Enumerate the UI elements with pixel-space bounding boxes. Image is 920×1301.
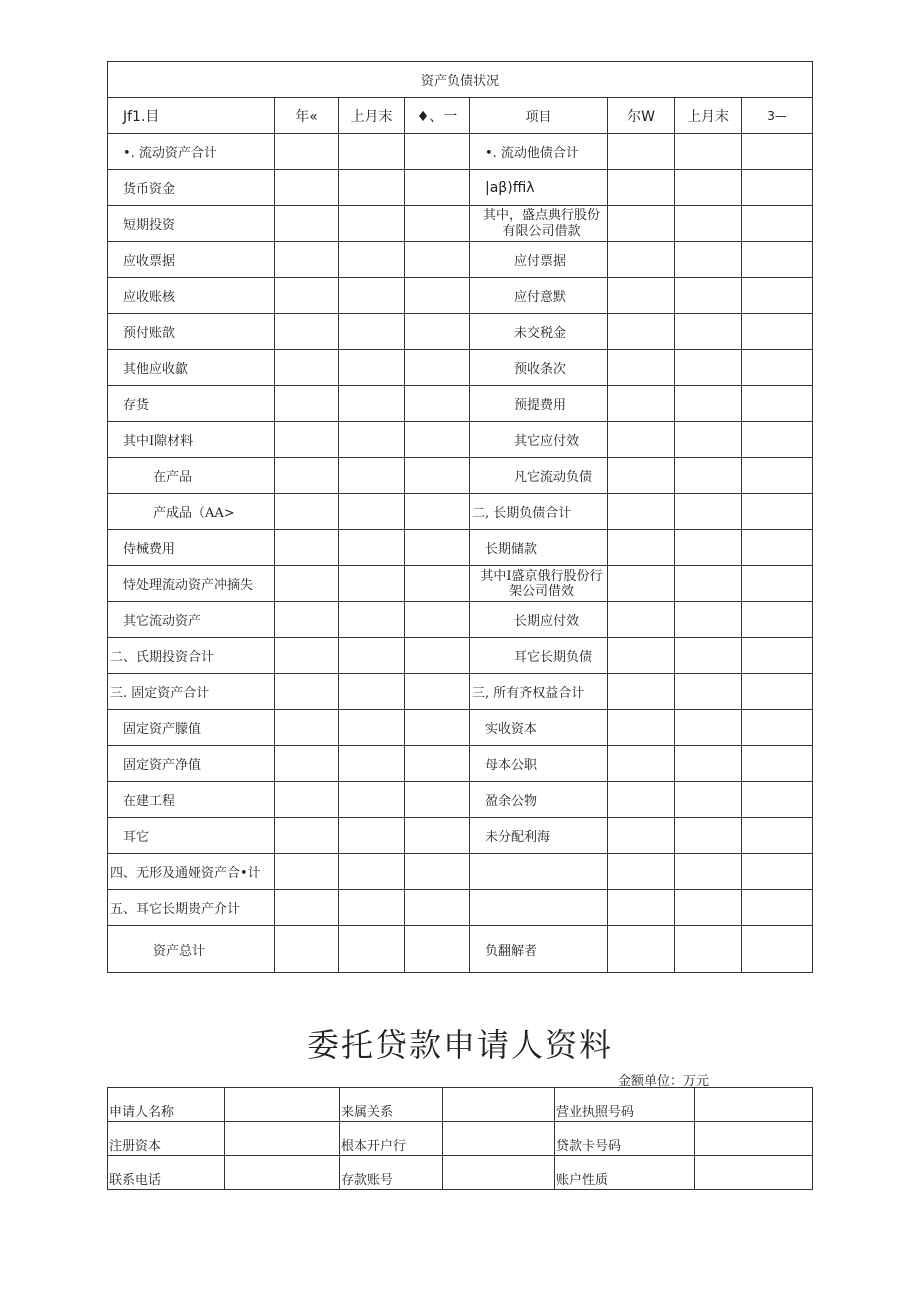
liability-value-cell[interactable] [608, 170, 675, 206]
table-row [108, 926, 813, 973]
asset-value-cell[interactable] [405, 242, 470, 278]
liability-value-cell[interactable] [675, 494, 742, 530]
applicant-field-value[interactable] [225, 1156, 340, 1190]
applicant-field-label: 申请人名称 [108, 1088, 225, 1122]
liability-value-cell[interactable] [675, 170, 742, 206]
asset-value-cell[interactable] [339, 170, 405, 206]
liability-item-label: 预收条次 [470, 350, 608, 386]
asset-item-label: 货币资金 [108, 170, 275, 206]
liability-value-cell[interactable] [742, 890, 813, 926]
table-row [108, 710, 813, 746]
liability-value-cell[interactable] [742, 782, 813, 818]
asset-value-cell[interactable] [339, 566, 405, 602]
asset-value-cell[interactable] [275, 206, 339, 242]
asset-value-cell[interactable] [275, 278, 339, 314]
asset-item-label: 预付账歆 [108, 314, 275, 350]
liability-value-cell[interactable] [675, 278, 742, 314]
liability-value-cell[interactable] [675, 890, 742, 926]
asset-item-label: •. 流动资产合计 [108, 134, 275, 170]
asset-value-cell[interactable] [405, 530, 470, 566]
asset-value-cell[interactable] [339, 602, 405, 638]
asset-value-cell[interactable] [339, 746, 405, 782]
asset-value-cell[interactable] [339, 314, 405, 350]
liability-value-cell[interactable] [675, 926, 742, 973]
table-row [108, 350, 813, 386]
table-row [108, 1156, 813, 1190]
liability-value-cell[interactable] [608, 314, 675, 350]
liability-value-cell[interactable] [742, 242, 813, 278]
asset-value-cell[interactable] [339, 818, 405, 854]
liability-item-label: 凡它流动负债 [470, 458, 608, 494]
table-row [108, 782, 813, 818]
header-current-left: ♦、一 [405, 98, 470, 134]
liability-value-cell[interactable] [608, 422, 675, 458]
asset-item-label: 存货 [108, 386, 275, 422]
header-last-month-left: 上月末 [339, 98, 405, 134]
liability-value-cell[interactable] [742, 710, 813, 746]
liability-value-cell[interactable] [742, 170, 813, 206]
asset-item-label: 短期投资 [108, 206, 275, 242]
liability-item-label: 实收资本 [470, 710, 608, 746]
asset-value-cell[interactable] [275, 314, 339, 350]
asset-value-cell[interactable] [275, 854, 339, 890]
liability-value-cell[interactable] [742, 422, 813, 458]
liability-value-cell[interactable] [742, 314, 813, 350]
balance-sheet-table [107, 61, 813, 973]
applicant-field-label: 账户性质 [555, 1156, 695, 1190]
liability-item-label: •. 流动他债合计 [470, 134, 608, 170]
asset-item-label: 其它流动资产 [108, 602, 275, 638]
table-row [108, 746, 813, 782]
applicant-field-label: 来属关系 [340, 1088, 443, 1122]
asset-value-cell[interactable] [339, 674, 405, 710]
asset-value-cell[interactable] [339, 638, 405, 674]
asset-value-cell[interactable] [275, 890, 339, 926]
table-row [108, 206, 813, 242]
asset-value-cell[interactable] [275, 170, 339, 206]
header-year-start-left: 年« [275, 98, 339, 134]
asset-value-cell[interactable] [275, 530, 339, 566]
applicant-field-label: 贷款卡号码 [555, 1122, 695, 1156]
asset-value-cell[interactable] [339, 278, 405, 314]
liability-item-label: 母本公职 [470, 746, 608, 782]
asset-value-cell[interactable] [275, 386, 339, 422]
liability-value-cell[interactable] [608, 278, 675, 314]
asset-value-cell[interactable] [405, 818, 470, 854]
liability-item-label: 应付意默 [470, 278, 608, 314]
asset-value-cell[interactable] [275, 566, 339, 602]
applicant-field-value[interactable] [443, 1122, 555, 1156]
table-row [108, 854, 813, 890]
asset-value-cell[interactable] [405, 674, 470, 710]
asset-value-cell[interactable] [339, 242, 405, 278]
liability-value-cell[interactable] [675, 746, 742, 782]
table-row [108, 638, 813, 674]
asset-value-cell[interactable] [405, 350, 470, 386]
liability-value-cell[interactable] [675, 206, 742, 242]
asset-item-label: 其他应收歙 [108, 350, 275, 386]
liability-value-cell[interactable] [608, 782, 675, 818]
asset-value-cell[interactable] [275, 350, 339, 386]
liability-value-cell[interactable] [608, 890, 675, 926]
table-row [108, 494, 813, 530]
header-last-month-right: 上月末 [675, 98, 742, 134]
liability-item-label: |aβ)ffiλ [470, 170, 608, 206]
liability-value-cell[interactable] [608, 602, 675, 638]
asset-value-cell[interactable] [405, 566, 470, 602]
liability-value-cell[interactable] [675, 314, 742, 350]
liability-item-label [470, 854, 608, 890]
applicant-field-value[interactable] [695, 1088, 813, 1122]
liability-value-cell[interactable] [608, 350, 675, 386]
liability-item-label: 应付票据 [470, 242, 608, 278]
liability-item-label: 其它应付效 [470, 422, 608, 458]
asset-value-cell[interactable] [339, 530, 405, 566]
liability-item-label: 未交税金 [470, 314, 608, 350]
asset-value-cell[interactable] [275, 674, 339, 710]
header-item-left: Jf1.目 [108, 98, 275, 134]
liability-value-cell[interactable] [675, 710, 742, 746]
asset-item-label: 耳它 [108, 818, 275, 854]
liability-value-cell[interactable] [742, 386, 813, 422]
liability-value-cell[interactable] [742, 674, 813, 710]
liability-value-cell[interactable] [675, 422, 742, 458]
liability-value-cell[interactable] [608, 242, 675, 278]
header-item-right: 项目 [470, 98, 608, 134]
table-row [108, 170, 813, 206]
liability-value-cell[interactable] [742, 278, 813, 314]
liability-item-label: 未分配利海 [470, 818, 608, 854]
applicant-field-value[interactable] [443, 1088, 555, 1122]
asset-item-label: 三. 固定资产合计 [108, 674, 275, 710]
liability-value-cell[interactable] [675, 638, 742, 674]
liability-item-label: 长期应付效 [470, 602, 608, 638]
liability-value-cell[interactable] [608, 206, 675, 242]
liability-value-cell[interactable] [608, 926, 675, 973]
liability-value-cell[interactable] [742, 638, 813, 674]
liability-value-cell[interactable] [675, 134, 742, 170]
asset-value-cell[interactable] [275, 422, 339, 458]
applicant-field-value[interactable] [443, 1156, 555, 1190]
balance-sheet-title: 资产负债状况 [108, 62, 813, 98]
liability-value-cell[interactable] [608, 818, 675, 854]
applicant-field-label: 联系电话 [108, 1156, 225, 1190]
applicant-field-label: 注册资本 [108, 1122, 225, 1156]
asset-value-cell[interactable] [405, 422, 470, 458]
liability-value-cell[interactable] [675, 242, 742, 278]
asset-value-cell[interactable] [275, 458, 339, 494]
asset-value-cell[interactable] [339, 494, 405, 530]
asset-value-cell[interactable] [405, 386, 470, 422]
asset-value-cell[interactable] [405, 602, 470, 638]
asset-value-cell[interactable] [339, 386, 405, 422]
asset-value-cell[interactable] [339, 350, 405, 386]
liability-value-cell[interactable] [675, 530, 742, 566]
table-row [108, 314, 813, 350]
liability-item-label [470, 206, 608, 242]
applicant-field-value[interactable] [695, 1122, 813, 1156]
asset-value-cell[interactable] [405, 782, 470, 818]
asset-item-label: 在建工程 [108, 782, 275, 818]
asset-value-cell[interactable] [339, 890, 405, 926]
liability-value-cell[interactable] [742, 746, 813, 782]
asset-item-label: 五、耳它长期贵产介计 [108, 890, 275, 926]
asset-value-cell[interactable] [275, 134, 339, 170]
applicant-field-label: 存款账号 [340, 1156, 443, 1190]
amount-unit-note: 金额单位：万元 [618, 1074, 710, 1089]
asset-value-cell[interactable] [405, 314, 470, 350]
applicant-field-label: 营业执照号码 [555, 1088, 695, 1122]
asset-item-label: 应收票据 [108, 242, 275, 278]
applicant-field-value[interactable] [225, 1088, 340, 1122]
asset-value-cell[interactable] [405, 746, 470, 782]
liability-value-cell[interactable] [608, 710, 675, 746]
table-row [108, 818, 813, 854]
asset-value-cell[interactable] [339, 134, 405, 170]
asset-value-cell[interactable] [405, 458, 470, 494]
asset-item-label: 侍械费用 [108, 530, 275, 566]
table-row [108, 530, 813, 566]
asset-value-cell[interactable] [405, 854, 470, 890]
liability-item-label: 三, 所有齐权益合计 [470, 674, 608, 710]
asset-value-cell[interactable] [275, 710, 339, 746]
asset-item-label: 固定资产朦值 [108, 710, 275, 746]
table-row [108, 674, 813, 710]
asset-value-cell[interactable] [339, 206, 405, 242]
liability-value-cell[interactable] [742, 854, 813, 890]
asset-value-cell[interactable] [339, 854, 405, 890]
liability-value-cell[interactable] [742, 602, 813, 638]
header-current-right: 3— [742, 98, 813, 134]
applicant-info-table [107, 1087, 813, 1190]
liability-value-cell[interactable] [675, 386, 742, 422]
asset-item-label: 其中I隙材料 [108, 422, 275, 458]
liability-value-cell[interactable] [742, 818, 813, 854]
liability-value-cell[interactable] [675, 458, 742, 494]
asset-value-cell[interactable] [275, 818, 339, 854]
asset-value-cell[interactable] [405, 278, 470, 314]
liability-item-label: 二, 长期负债合计 [470, 494, 608, 530]
applicant-field-label: 根本开户行 [340, 1122, 443, 1156]
header-year-start-right: 尔W [608, 98, 675, 134]
liability-value-cell[interactable] [608, 458, 675, 494]
liability-value-cell[interactable] [742, 926, 813, 973]
liability-value-cell[interactable] [608, 134, 675, 170]
asset-value-cell[interactable] [405, 926, 470, 973]
header-row [108, 98, 813, 134]
asset-value-cell[interactable] [405, 134, 470, 170]
table-row [108, 890, 813, 926]
liability-value-cell[interactable] [675, 818, 742, 854]
liability-value-cell[interactable] [608, 530, 675, 566]
asset-value-cell[interactable] [275, 746, 339, 782]
liability-item-label [470, 566, 608, 602]
liability-item-label: 盈余公物 [470, 782, 608, 818]
liability-value-cell[interactable] [608, 494, 675, 530]
liability-item-label: 长期储款 [470, 530, 608, 566]
liability-value-cell[interactable] [675, 350, 742, 386]
asset-value-cell[interactable] [405, 206, 470, 242]
liability-value-cell[interactable] [742, 350, 813, 386]
liability-value-cell[interactable] [742, 458, 813, 494]
liability-value-cell[interactable] [675, 602, 742, 638]
liability-value-cell[interactable] [742, 530, 813, 566]
liability-value-cell[interactable] [608, 746, 675, 782]
asset-value-cell[interactable] [339, 782, 405, 818]
liability-item-label [470, 890, 608, 926]
asset-value-cell[interactable] [405, 638, 470, 674]
table-row [108, 1122, 813, 1156]
asset-item-label: 四、无形及通娅资产合•计 [108, 854, 275, 890]
liability-value-cell[interactable] [608, 638, 675, 674]
asset-item-label: 二、氏期投资合计 [108, 638, 275, 674]
asset-item-label: 资产总计 [108, 926, 275, 973]
asset-item-label: 产成品（AA> [108, 494, 275, 530]
liability-value-cell[interactable] [675, 782, 742, 818]
asset-value-cell[interactable] [275, 782, 339, 818]
table-row [108, 1088, 813, 1122]
table-row [108, 458, 813, 494]
table-row [108, 134, 813, 170]
asset-value-cell[interactable] [405, 710, 470, 746]
applicant-section-title: 委托贷款申请人资料 [306, 1026, 613, 1064]
liability-value-cell[interactable] [742, 566, 813, 602]
asset-value-cell[interactable] [339, 458, 405, 494]
asset-value-cell[interactable] [339, 926, 405, 973]
asset-item-label: 恃处理流动资产冲摘失 [108, 566, 275, 602]
liability-value-cell[interactable] [608, 674, 675, 710]
table-row [108, 422, 813, 458]
asset-item-label: 应收账核 [108, 278, 275, 314]
liability-value-cell[interactable] [742, 134, 813, 170]
liability-value-cell[interactable] [608, 386, 675, 422]
applicant-field-value[interactable] [225, 1122, 340, 1156]
asset-value-cell[interactable] [339, 710, 405, 746]
table-row [108, 386, 813, 422]
asset-value-cell[interactable] [405, 494, 470, 530]
asset-value-cell[interactable] [275, 242, 339, 278]
asset-value-cell[interactable] [405, 890, 470, 926]
table-row [108, 566, 813, 602]
liability-value-cell[interactable] [608, 566, 675, 602]
liability-item-label-text: 其中，盛点典行股份有限公司借款 [482, 208, 600, 239]
asset-item-label: 在产品 [108, 458, 275, 494]
liability-item-label: 预提费用 [470, 386, 608, 422]
table-row [108, 242, 813, 278]
table-row [108, 602, 813, 638]
liability-item-label: 负翻解者 [470, 926, 608, 973]
liability-value-cell[interactable] [675, 854, 742, 890]
liability-value-cell[interactable] [742, 206, 813, 242]
liability-item-label: 耳它长期负债 [470, 638, 608, 674]
table-row [108, 278, 813, 314]
asset-value-cell[interactable] [405, 170, 470, 206]
applicant-field-value[interactable] [695, 1156, 813, 1190]
liability-value-cell[interactable] [675, 674, 742, 710]
asset-value-cell[interactable] [275, 638, 339, 674]
liability-value-cell[interactable] [608, 854, 675, 890]
liability-item-label-text: 其中I盛京俄行股份行架公司借效 [480, 568, 603, 599]
asset-value-cell[interactable] [275, 494, 339, 530]
liability-value-cell[interactable] [675, 566, 742, 602]
asset-value-cell[interactable] [275, 602, 339, 638]
asset-item-label: 固定资产净值 [108, 746, 275, 782]
asset-value-cell[interactable] [339, 422, 405, 458]
liability-value-cell[interactable] [742, 494, 813, 530]
asset-value-cell[interactable] [275, 926, 339, 973]
